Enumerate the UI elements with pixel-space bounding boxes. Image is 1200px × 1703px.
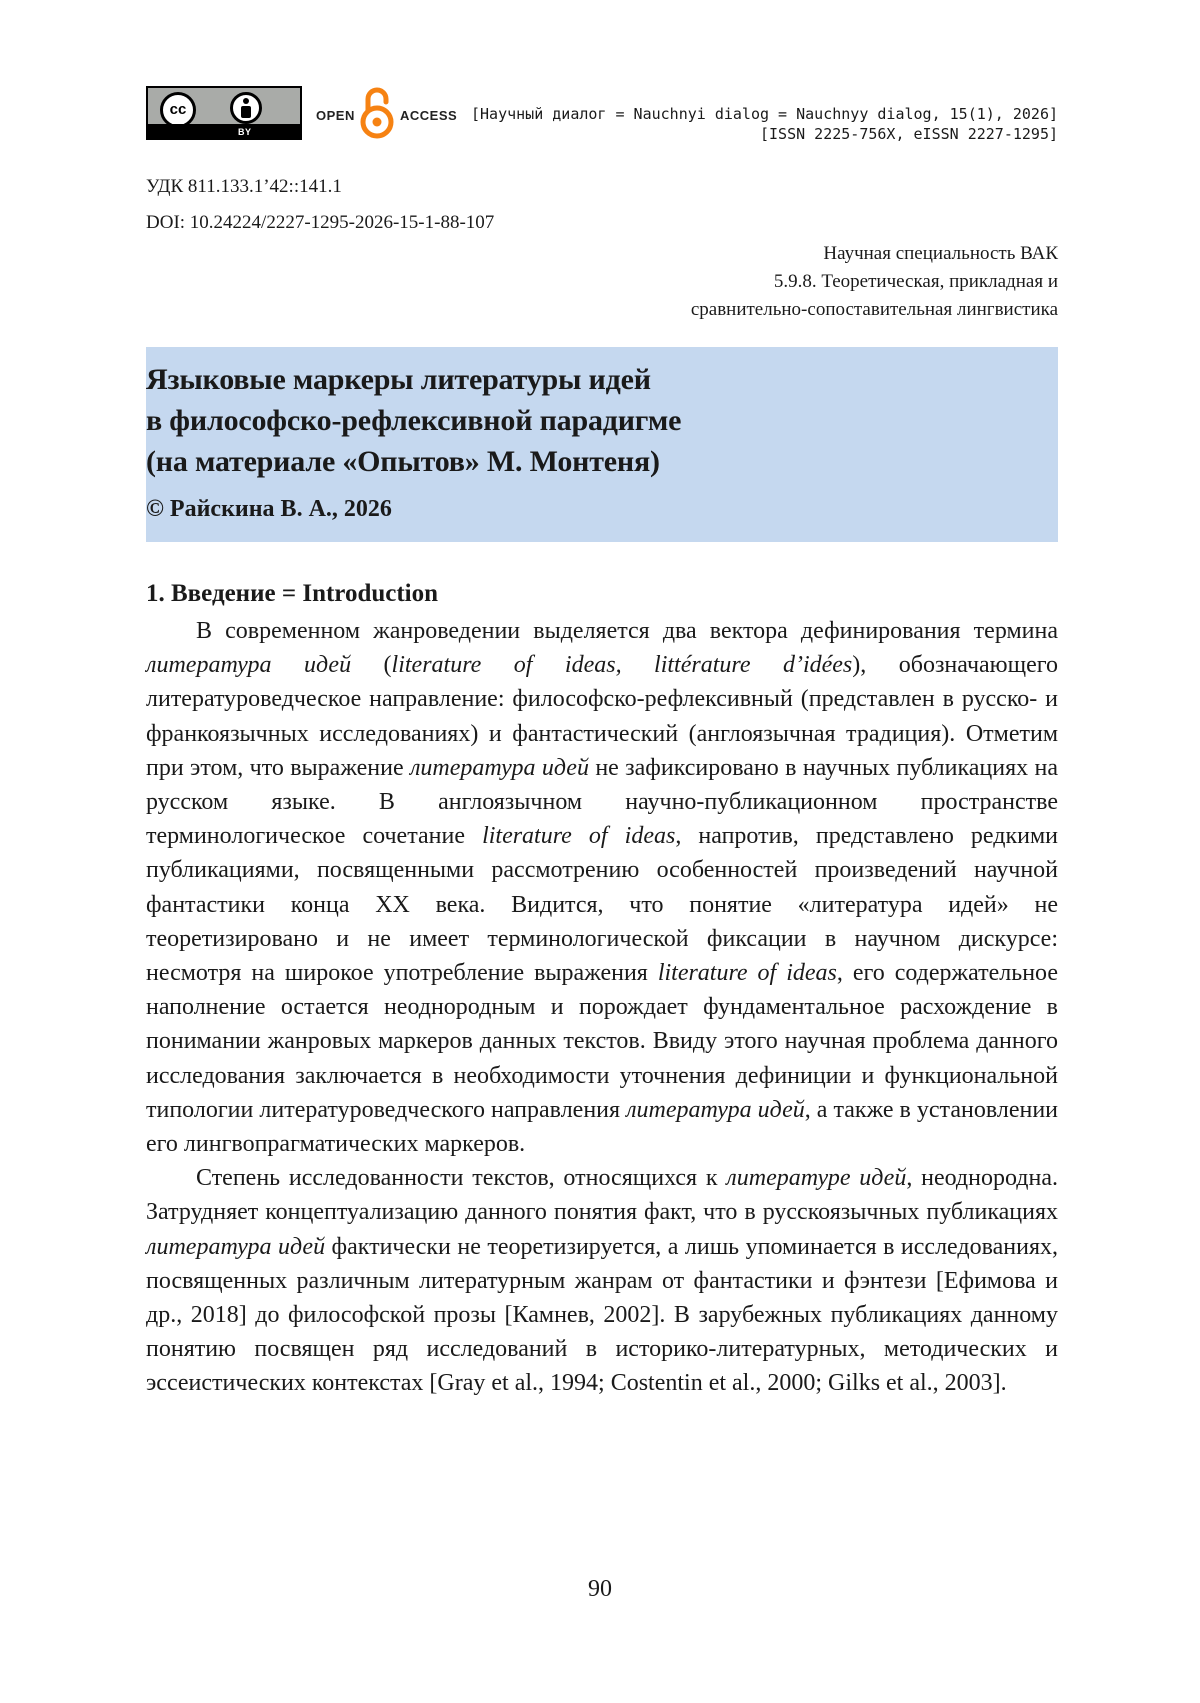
section-heading-introduction: 1. Введение = Introduction [146, 580, 439, 607]
journal-citation [471, 104, 1058, 144]
italic-term: literature of ideas, littérature d’idées [391, 652, 853, 679]
udk-code: УДК 811.133.1’42::141.1 [146, 176, 342, 197]
article-title-block [146, 347, 1058, 542]
italic-term: literature of ideas [657, 960, 837, 987]
attribution-person-icon [230, 92, 262, 124]
journal-issn-line: [ISSN 2225-756X, eISSN 2227-1295] [759, 125, 1058, 143]
text-run: , неоднородна. Затрудняет концептуализацию данного понятия факт, что в русскоязычных публикациях [146, 1165, 1059, 1226]
italic-term: литература идей [409, 754, 589, 781]
italic-term: литературе идей [726, 1165, 907, 1192]
by-strip [148, 124, 300, 138]
open-access-access-text: ACCESS [400, 108, 458, 123]
open-access-logo[interactable] [316, 86, 466, 140]
license-by-label: BY [238, 127, 252, 137]
page-number: 90 [588, 1576, 612, 1602]
vak-line3: сравнительно-сопоставительная лингвистика [690, 299, 1058, 320]
italic-term: литература идей [146, 1233, 326, 1260]
italic-term: literature of ideas [482, 823, 676, 850]
body-paragraph-2 [146, 1161, 1058, 1400]
open-access-open-text: OPEN [316, 108, 355, 123]
italic-term: литература идей [146, 652, 352, 679]
vak-specialty [691, 240, 1058, 324]
article-title-line2: в философско-рефлексивной парадигме [146, 404, 682, 437]
text-run: , его содержательное наполнение остается неоднородным и порождает фундаментальное расхождение в понимании жанровых маркеров данных текстов. Ввиду этого научная проблема данного исследования заключается в необходимости уточнения дефиниции и функциональной типологии литературоведческого направления [146, 960, 1058, 1123]
journal-citation-line1: [Научный диалог = Nauchnyi dialog = Nauchnyy dialog, 15(1), 2026] [471, 105, 1058, 123]
article-body [146, 614, 1058, 1401]
open-lock-icon [358, 86, 396, 140]
text-run: не зафиксировано в научных публикациях на русском языке. В англоязычном научно-публикационном пространстве терминологическое сочетание [146, 754, 1059, 850]
text-run: , напротив, представлено редкими публикациями, посвященными рассмотрению особенностей произведений научной фантастики конца XX века. Видится, что понятие «литература идей» не теоретизировано и не имеет терминологической фиксации в научном дискурсе: несмотря на широкое употребление выражения [146, 823, 1059, 987]
text-run: Степень исследованности текстов, относящихся к [196, 1165, 727, 1192]
vak-line2: 5.9.8. Теоретическая, прикладная и [773, 271, 1058, 292]
text-run: фактически не теоретизируется, а лишь упоминается в исследованиях, посвященных различным литературным жанрам от фантастики и фэнтези [Ефимова и др., 2018] до философской прозы [Камнев, 2002]. В зарубежных публикациях данному понятию посвящен ряд исследований в историко-литературных, методических и эссеистических контекстах [Gray et al., 1994; Costentin et al., 2000; Gilks et al., 2003]. [146, 1233, 1058, 1397]
article-title-line3: (на материале «Опытов» М. Монтеня) [146, 445, 660, 478]
body-paragraph-1 [146, 614, 1058, 1161]
italic-term: литература идей [626, 1096, 805, 1123]
text-run: , а также в установлении его лингвопрагматических маркеров. [146, 1096, 1058, 1158]
article-title-line1: Языковые маркеры литературы идей [146, 363, 651, 396]
text-run: ( [351, 652, 392, 679]
article-author: © Райскина В. А., 2026 [146, 496, 392, 522]
cc-icon [160, 92, 196, 128]
doi-identifier[interactable]: DOI: 10.24224/2227-1295-2026-15-1-88-107 [146, 212, 495, 233]
vak-line1: Научная специальность ВАК [823, 243, 1058, 264]
text-run: В современном жанроведении выделяется два вектора дефинирования термина [196, 618, 1058, 644]
cc-by-license-badge[interactable] [146, 86, 302, 140]
cc-label: cc [169, 101, 187, 118]
text-run: ), обозначающего литературоведческое направление: философско-рефлексивный (представлен в русско- и франкоязычных исследованиях) и фантастический (англоязычная традиция). Отметим при этом, что выражение [146, 652, 1058, 781]
